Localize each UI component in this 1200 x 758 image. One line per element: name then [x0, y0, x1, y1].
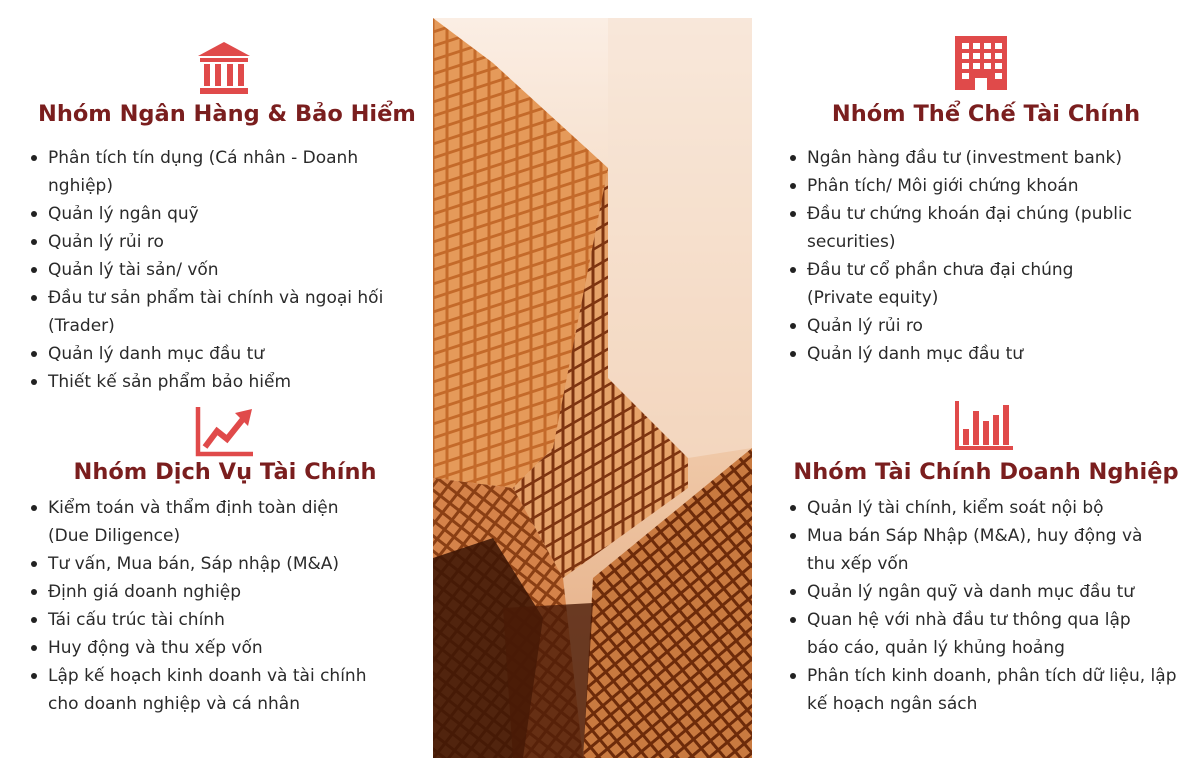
list-item: Tái cấu trúc tài chính: [30, 606, 420, 634]
list-item: Quản lý rủi ro: [789, 312, 1179, 340]
office-building-icon: [953, 34, 1009, 92]
group-title: Nhóm Ngân Hàng & Bảo Hiểm: [38, 101, 416, 127]
list-item: Quản lý danh mục đầu tư: [789, 340, 1179, 368]
list-item: Lập kế hoạch kinh doanh và tài chính cho doanh nghiệp và cá nhân: [30, 662, 395, 718]
group-item-list: [789, 494, 1189, 718]
list-item: Tư vấn, Mua bán, Sáp nhập (M&A): [30, 550, 420, 578]
group-title: Nhóm Thể Chế Tài Chính: [831, 101, 1141, 127]
trending-up-chart-icon: [195, 405, 255, 457]
bar-chart-icon: [955, 399, 1015, 451]
list-item: Định giá doanh nghiệp: [30, 578, 420, 606]
list-item: Đầu tư chứng khoán đại chúng (public securities): [789, 200, 1139, 256]
list-item: Quản lý tài sản/ vốn: [30, 256, 425, 284]
list-item: Ngân hàng đầu tư (investment bank): [789, 144, 1179, 172]
group-title: Nhóm Dịch Vụ Tài Chính: [73, 459, 377, 485]
group-item-list: [30, 494, 420, 718]
group-title: Nhóm Tài Chính Doanh Nghiệp: [793, 459, 1179, 485]
list-item: Đầu tư cổ phần chưa đại chúng (Private equity): [789, 256, 1139, 312]
bank-building-icon: [196, 40, 252, 96]
list-item: Thiết kế sản phẩm bảo hiểm: [30, 368, 425, 396]
list-item: Đầu tư sản phẩm tài chính và ngoại hối (Trader): [30, 284, 425, 340]
group-item-list: [789, 144, 1179, 368]
list-item: Mua bán Sáp Nhập (M&A), huy động và thu xếp vốn: [789, 522, 1164, 578]
list-item: Phân tích tín dụng (Cá nhân - Doanh nghiệp): [30, 144, 425, 200]
list-item: Quản lý ngân quỹ và danh mục đầu tư: [789, 578, 1189, 606]
list-item: Quan hệ với nhà đầu tư thông qua lập báo cáo, quản lý khủng hoảng: [789, 606, 1161, 662]
group-item-list: [30, 144, 425, 396]
list-item: Phân tích/ Môi giới chứng khoán: [789, 172, 1179, 200]
list-item: Phân tích kinh doanh, phân tích dữ liệu, lập kế hoạch ngân sách: [789, 662, 1189, 718]
list-item: Kiểm toán và thẩm định toàn diện (Due Diligence): [30, 494, 375, 550]
list-item: Quản lý tài chính, kiểm soát nội bộ: [789, 494, 1189, 522]
list-item: Quản lý danh mục đầu tư: [30, 340, 425, 368]
list-item: Huy động và thu xếp vốn: [30, 634, 420, 662]
list-item: Quản lý rủi ro: [30, 228, 425, 256]
skyscraper-glass-facade-photo: [433, 18, 752, 758]
list-item: Quản lý ngân quỹ: [30, 200, 425, 228]
